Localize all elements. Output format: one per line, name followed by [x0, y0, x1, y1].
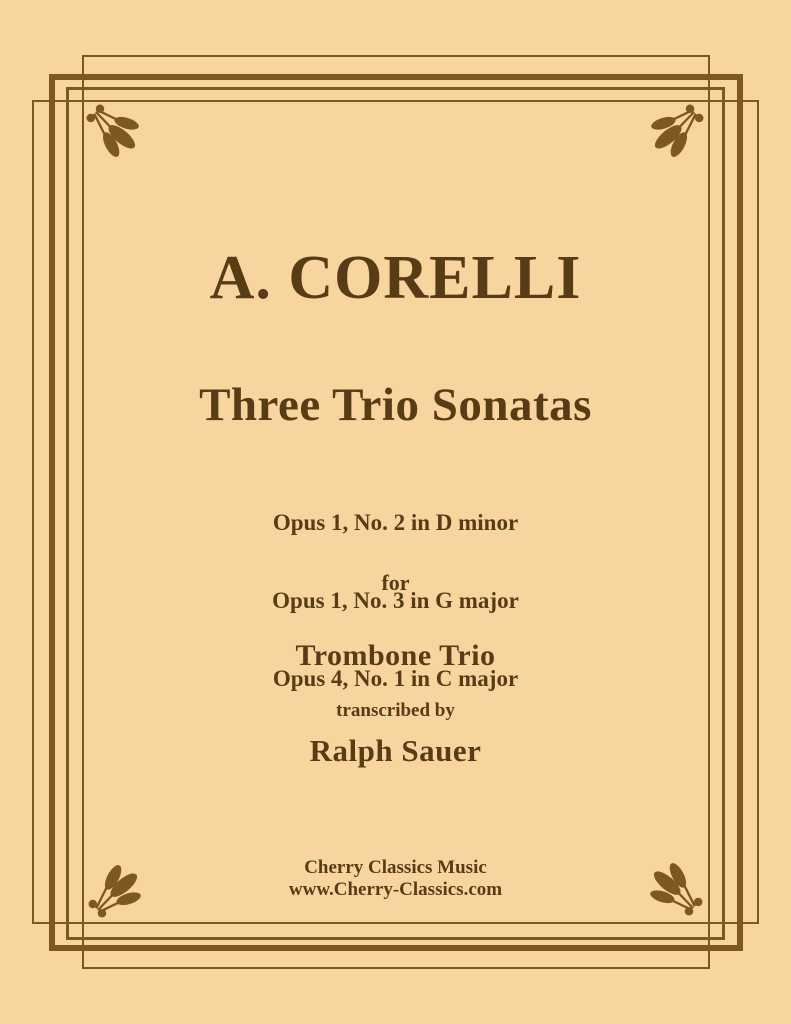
publisher-name: Cherry Classics Music: [304, 857, 487, 878]
work-title: Three Trio Sonatas: [199, 379, 592, 431]
instrumentation: Trombone Trio: [295, 639, 496, 672]
transcriber-name: Ralph Sauer: [309, 733, 482, 768]
opus-line: Opus 1, No. 2 in D minor: [272, 510, 519, 535]
composer-name: A. CORELLI: [209, 244, 582, 312]
opus-line: Opus 1, No. 3 in G major: [272, 588, 519, 613]
publisher-website: www.Cherry-Classics.com: [288, 879, 503, 900]
opus-line: Opus 4, No. 1 in C major: [272, 666, 519, 691]
corner-ornament-top-right-icon: [644, 101, 706, 163]
for-label: for: [381, 570, 410, 595]
transcribed-by-label: transcribed by: [336, 700, 455, 721]
corner-ornament-top-left-icon: [84, 101, 146, 163]
